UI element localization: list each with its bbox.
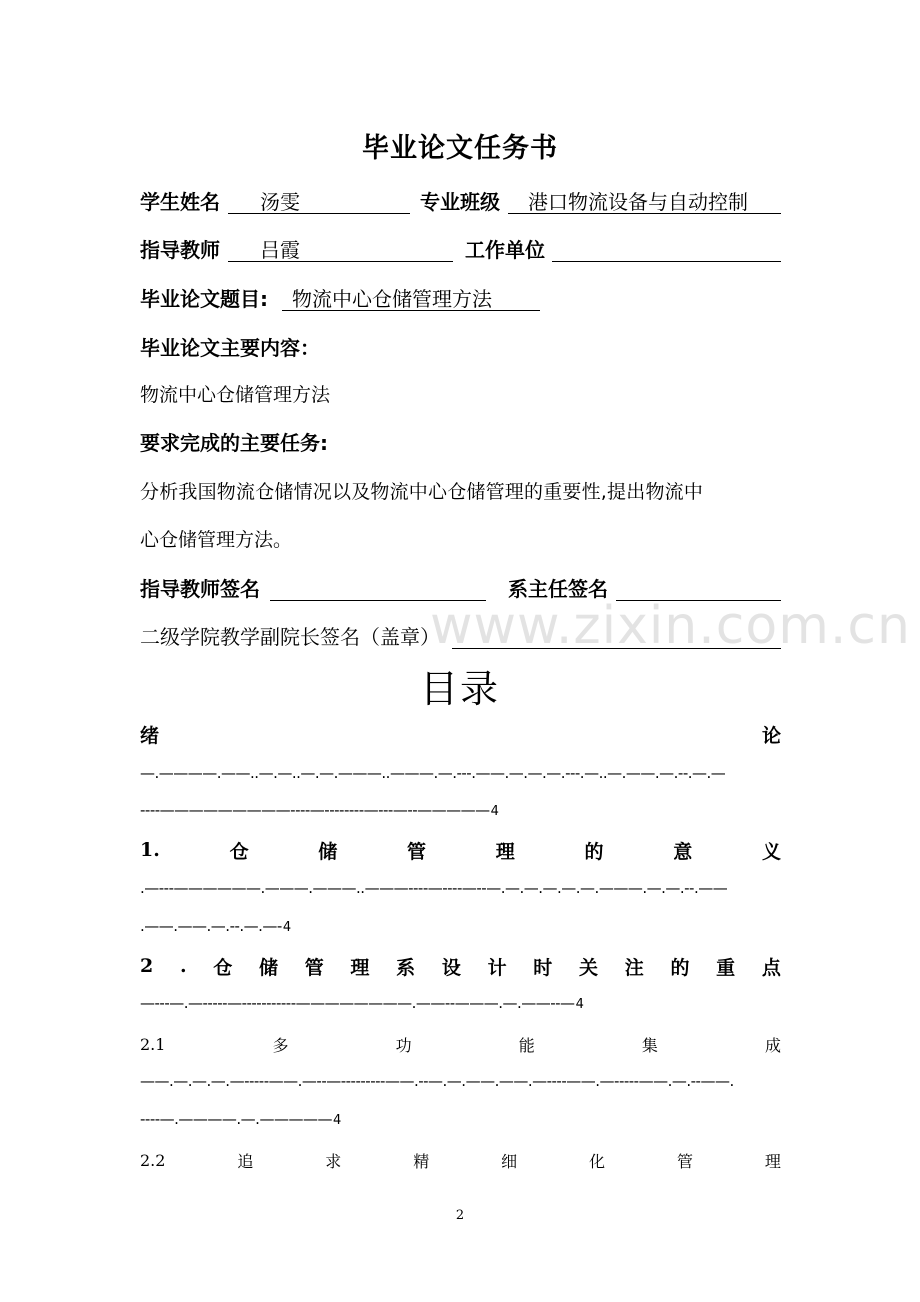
toc-char: 1. [140, 839, 160, 861]
toc-char: . [179, 955, 187, 977]
page-number: 2 [455, 1208, 465, 1223]
toc-leader: ----—.————.—.————— [140, 1110, 332, 1128]
toc-leader: ----—————————----—--------—---—--————— [140, 801, 490, 819]
toc-char: 义 [761, 840, 781, 863]
toc-char: 精 [413, 1151, 430, 1171]
toc-leader-end [140, 800, 781, 822]
vice-dean-signature-label: 二级学院教学副院长签名（盖章） [140, 625, 440, 649]
toc-leader: ——.—.—.—.—-----——.—--—---------——.--—.—.——.——.—----——.—-----——.—.--——. [140, 1072, 734, 1090]
toc-leader: —---—.—-----—-----------————————.——--———.—.——--— [140, 994, 575, 1012]
toc-char: 关 [579, 956, 599, 979]
toc-char: 成 [764, 1035, 781, 1055]
toc-char: 2.1 [140, 1034, 166, 1054]
toc-leader: .——.——.—.--.—.—- [140, 917, 282, 935]
toc-char: 多 [272, 1035, 289, 1055]
advisor-info-row [140, 234, 781, 266]
toc-char: 功 [395, 1035, 412, 1055]
toc-char: 2.2 [140, 1150, 166, 1170]
toc-char: 理 [495, 840, 515, 863]
major-class-field: 港口物流设备与自动控制 [508, 186, 781, 214]
toc-entry-2-1[interactable] [140, 1030, 781, 1058]
toc-page-number: 4 [332, 1113, 341, 1128]
toc-leader-end [140, 916, 781, 938]
toc-entry-1[interactable] [140, 836, 781, 864]
toc-char: 设 [441, 956, 461, 979]
dept-head-signature-label: 系主任签名 [508, 577, 608, 601]
main-content-text: 物流中心仓储管理方法 [140, 384, 331, 406]
vice-dean-signature-line [452, 621, 781, 649]
toc-leader-end [140, 993, 781, 1015]
toc-leader: —.————.——..—.—..—.—.———..———.—.---.——.—.—.—.---.—..—.——.—.--.—.— [140, 764, 726, 782]
toc-char: 仓 [229, 840, 249, 863]
toc-char: 集 [641, 1035, 658, 1055]
toc-char: 仓 [213, 956, 233, 979]
toc-char: 绪 [140, 724, 160, 747]
toc-entry-2[interactable] [140, 952, 781, 980]
toc-char: 储 [318, 840, 338, 863]
toc-char: 能 [518, 1035, 535, 1055]
toc-char: 求 [325, 1151, 342, 1171]
tasks-heading: 要求完成的主要任务: [140, 431, 328, 455]
work-unit-field [552, 234, 781, 262]
student-name-field: 汤雯 [228, 186, 410, 214]
toc-char: 管 [676, 1151, 693, 1171]
tasks-text-line1: 分析我国物流仓储情况以及物流中心仓储管理的重要性,提出物流中 [140, 481, 704, 503]
advisor-signature-line [270, 573, 486, 601]
toc-entry-intro[interactable] [140, 720, 781, 748]
toc-char: 理 [764, 1151, 781, 1171]
toc-page-number: 4 [575, 997, 584, 1012]
toc-leader: .—---——————.———.———..———----—----—--—.—.—.—.—.—.———.—.—.--.—— [140, 879, 728, 897]
toc-char: 时 [533, 956, 553, 979]
dept-head-signature-line [616, 573, 781, 601]
toc-leader-end [140, 1109, 781, 1131]
topic-field: 物流中心仓储管理方法 [282, 283, 540, 311]
toc-char: 重 [716, 956, 736, 979]
watermark: www.zixin.com.cn [430, 596, 911, 656]
major-class-label: 专业班级 [420, 190, 500, 214]
toc-char: 计 [487, 956, 507, 979]
toc-title: 目录 [419, 667, 500, 711]
toc-char: 意 [673, 840, 693, 863]
toc-char: 理 [350, 956, 370, 979]
student-name-label: 学生姓名 [140, 190, 220, 214]
tasks-text-line2: 心仓储管理方法。 [140, 529, 293, 551]
topic-label: 毕业论文题目: [140, 287, 268, 311]
toc-char: 注 [624, 956, 644, 979]
advisor-field: 吕霞 [228, 234, 453, 262]
advisor-label: 指导教师 [140, 238, 220, 262]
vice-dean-signature-row [140, 621, 781, 653]
toc-char: 管 [407, 840, 427, 863]
toc-char: 点 [761, 956, 781, 979]
toc-char: 系 [396, 956, 416, 979]
main-content-heading: 毕业论文主要内容： [140, 336, 320, 360]
toc-char: 管 [304, 956, 324, 979]
toc-char: 储 [258, 956, 278, 979]
student-info-row [140, 186, 781, 218]
signature-row [140, 573, 781, 605]
toc-char: 论 [761, 724, 781, 747]
toc-char: 细 [501, 1151, 518, 1171]
toc-page-number: 4 [490, 804, 499, 819]
toc-entry-2-2[interactable] [140, 1146, 781, 1174]
toc-char: 的 [584, 840, 604, 863]
toc-char: 2 [140, 955, 154, 977]
document-title: 毕业论文任务书 [362, 133, 558, 164]
toc-char: 化 [589, 1151, 606, 1171]
work-unit-label: 工作单位 [465, 238, 545, 262]
toc-page-number: 4 [282, 920, 291, 935]
toc-char: 的 [670, 956, 690, 979]
advisor-signature-label: 指导教师签名 [140, 577, 260, 601]
topic-row [140, 283, 781, 315]
toc-char: 追 [237, 1151, 254, 1171]
